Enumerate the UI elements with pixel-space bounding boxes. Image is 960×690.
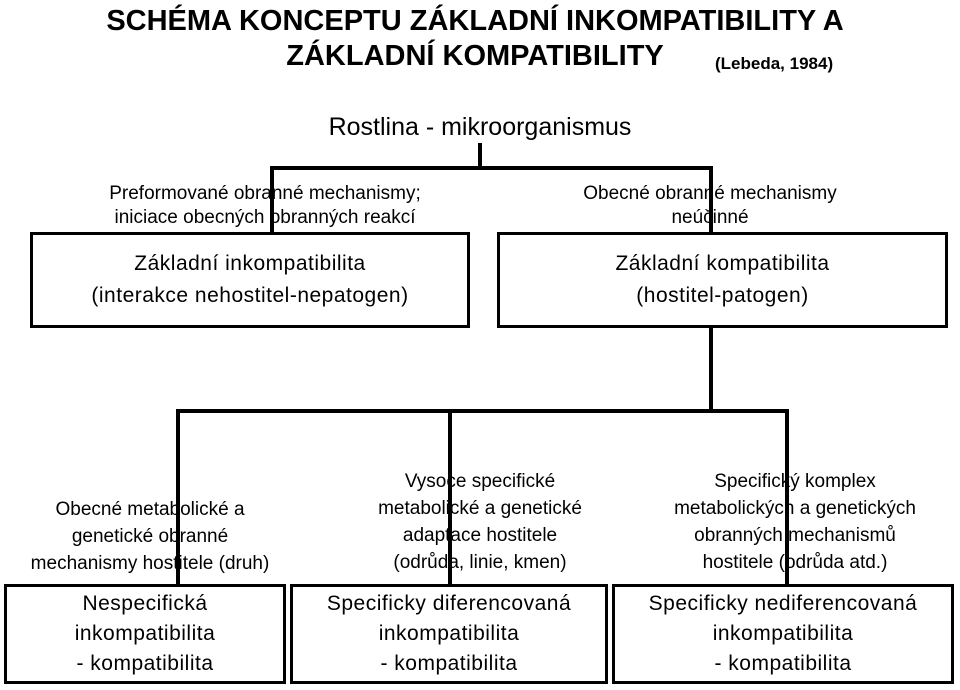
nonspecific-box: [4, 584, 286, 684]
right-caption-line-1: Obecné obranné mechanismy: [583, 183, 837, 204]
connector-lower-horizontal: [176, 409, 789, 413]
sub1-caption-line-3: mechanismy hostitele (druh): [30, 553, 270, 574]
sub2-box-line-3: - kompatibilita: [380, 652, 518, 675]
sub2-caption-line-1: Vysoce specifické: [404, 471, 556, 492]
left-caption-line-1: Preformované obranné mechanismy;: [109, 183, 421, 204]
right-caption-line-2: neúčinné: [671, 207, 749, 228]
sub3-box-line-1: Specificky nediferencovaná: [648, 592, 918, 615]
left-box-line-1: Základní inkompatibilita: [134, 252, 366, 275]
sub1-box-line-1: Nespecifická: [82, 592, 208, 615]
sub2-box-line-2: inkompatibilita: [378, 622, 520, 645]
sub3-box-line-3: - kompatibilita: [714, 652, 852, 675]
sub-branch-2-caption: [330, 468, 630, 576]
sub-branch-1-caption: [0, 496, 300, 577]
sub1-caption-line-2: genetické obranné: [71, 526, 229, 547]
right-box-line-1: Základní kompatibilita: [615, 252, 830, 275]
sub3-caption-line-1: Specifický komplex: [714, 471, 876, 492]
connector-top-horizontal: [270, 166, 713, 170]
sub3-caption-line-3: obranných mechanismů: [694, 525, 896, 546]
citation: (Lebeda, 1984): [715, 54, 834, 73]
basic-incompatibility-box: [30, 232, 470, 328]
left-box-line-2: (interakce nehostitel-nepatogen): [91, 284, 409, 307]
left-branch-caption: [30, 182, 500, 230]
specifically-undifferentiated-box: [612, 584, 954, 684]
sub3-caption-line-4: hostitele (odrůda atd.): [702, 552, 888, 573]
sub-branch-3-caption: [630, 468, 960, 576]
right-branch-caption: [510, 182, 910, 230]
root-concept: Rostlina - mikroorganismus: [328, 113, 632, 141]
sub2-box-line-1: Specificky diferencovaná: [326, 592, 572, 615]
sub2-caption-line-4: (odrůda, linie, kmen): [393, 552, 567, 573]
sub2-caption-line-3: adaptace hostitele: [402, 525, 558, 546]
diagram-title: [60, 4, 890, 74]
sub1-box-line-2: inkompatibilita: [74, 622, 216, 645]
title-line-1: SCHÉMA KONCEPTU ZÁKLADNÍ INKOMPATIBILITY A: [106, 5, 844, 37]
sub1-caption-line-1: Obecné metabolické a: [55, 499, 245, 520]
title-line-2: [60, 39, 890, 74]
sub3-box-line-2: inkompatibilita: [712, 622, 854, 645]
connector-right-box-down: [709, 328, 713, 412]
specifically-differentiated-box: [290, 584, 608, 684]
basic-compatibility-box: [497, 232, 948, 328]
sub1-box-line-3: - kompatibilita: [76, 652, 214, 675]
title-line-2-text: ZÁKLADNÍ KOMPATIBILITY: [286, 40, 664, 72]
left-caption-line-2: iniciace obecných obranných reakcí: [114, 207, 416, 228]
sub3-caption-line-2: metabolických a genetických: [674, 498, 916, 519]
right-box-line-2: (hostitel-patogen): [636, 284, 809, 307]
sub2-caption-line-2: metabolické a genetické: [378, 498, 582, 519]
